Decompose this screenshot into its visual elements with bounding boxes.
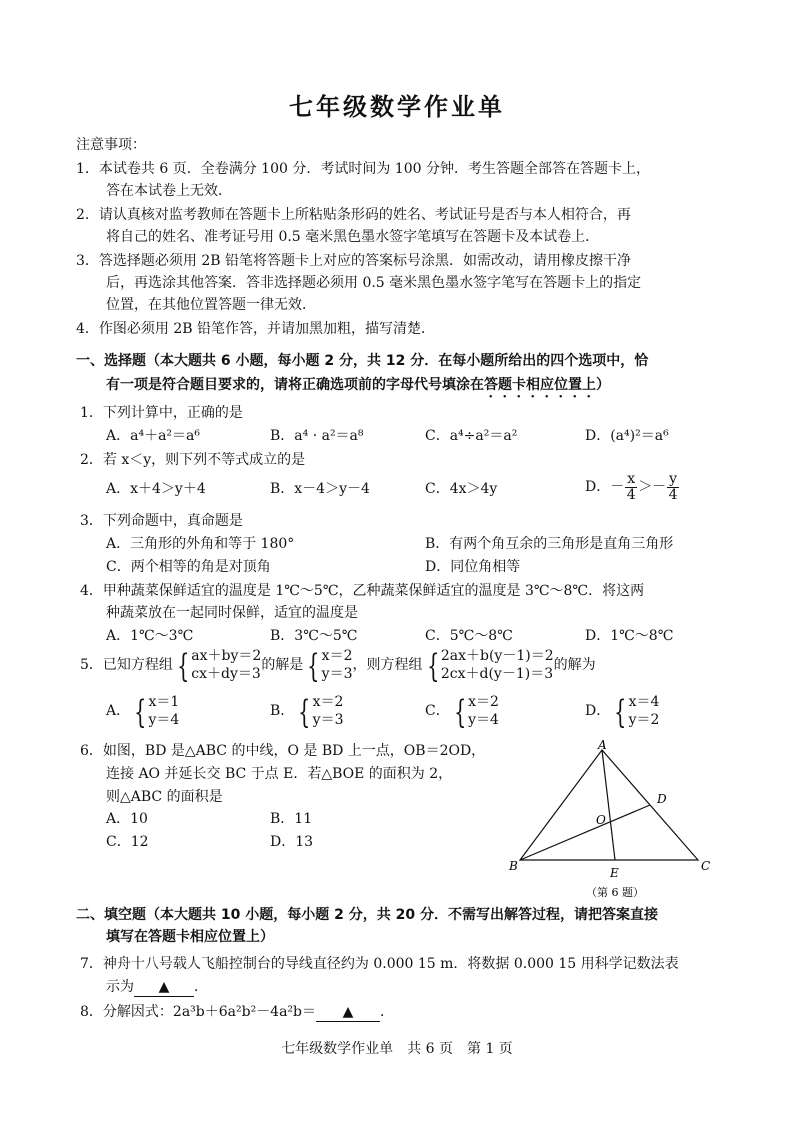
q4-option-a: A．1℃～3℃ bbox=[106, 628, 194, 644]
section1-title-cont: 有一项是符合题目要求的，请将正确选项前的字母代号填涂在答题卡相应位置上） bbox=[106, 377, 610, 393]
q6-option-b: B．11 bbox=[270, 811, 313, 827]
q1-option-b: B．a⁴ · a²＝a⁸ bbox=[270, 428, 364, 444]
q5-system-2: { 2ax＋b(y－1)＝2 2cx＋d(y－1)＝3 bbox=[426, 646, 554, 685]
q3-stem: 3．下列命题中，真命题是 bbox=[80, 513, 243, 529]
q7-stem-cont: 示为 ▲ ． bbox=[106, 978, 208, 997]
q1-option-d: D．(a⁴)²＝a⁶ bbox=[585, 428, 669, 444]
q2-option-c: C．4x＞4y bbox=[425, 481, 498, 497]
q3-option-d: D．同位角相等 bbox=[425, 559, 521, 575]
q6-stem: 6．如图，BD 是△ABC 的中线，O 是 BD 上一点，OB＝2OD， bbox=[80, 743, 486, 759]
q2-option-d: D．－ $\frac{x}{4}$ ＞－ $\frac{y}{4}$ bbox=[585, 471, 678, 503]
q5-option-d: D． { x＝4 y＝2 bbox=[585, 692, 660, 731]
page-title: 七年级数学作业单 bbox=[289, 93, 505, 121]
label-c: C bbox=[701, 859, 711, 873]
section1-title: 一、选择题（本大题共 6 小题，每小题 2 分，共 12 分．在每小题所给出的四个选项中，恰 bbox=[76, 353, 649, 369]
q5-system-1: { ax＋by＝2 cx＋dy＝3 bbox=[176, 646, 262, 685]
q1-stem: 1．下列计算中，正确的是 bbox=[80, 405, 243, 421]
label-o: O bbox=[596, 813, 606, 827]
notice-item-4: 4．作图必须用 2B 铅笔作答，并请加黑加粗，描写清楚． bbox=[76, 321, 436, 337]
q5-solution-1: { x＝2 y＝3 bbox=[307, 646, 353, 685]
q7-stem: 7．神舟十八号载人飞船控制台的导线直径约为 0.000 15 m．将数据 0.000 15 用科学记数法表 bbox=[80, 956, 679, 972]
q8-answer-blank: ▲ bbox=[316, 1003, 380, 1022]
notice-item-3-cont: 后，再选涂其他答案．答非选择题必须用 0.5 毫米黑色墨水签字笔写在答题卡上的指定 bbox=[106, 275, 642, 291]
q6-figure bbox=[500, 740, 720, 900]
label-e: E bbox=[610, 866, 619, 880]
q6-option-d: D．13 bbox=[270, 834, 314, 850]
notice-item-1-cont: 答在本试卷上无效． bbox=[106, 183, 232, 199]
q2-option-b: B．x－4＞y－4 bbox=[270, 481, 370, 497]
q6-option-a: A．10 bbox=[106, 811, 148, 827]
q5-option-b: B． { x＝2 y＝3 bbox=[270, 692, 344, 731]
q7-answer-blank: ▲ bbox=[134, 978, 194, 997]
label-b: B bbox=[509, 859, 518, 873]
figure-caption: （第 6 题） bbox=[586, 886, 644, 899]
q1-option-a: A．a⁴＋a²＝a⁶ bbox=[106, 428, 200, 444]
notice-item-3: 3．答选择题必须用 2B 铅笔将答题卡上对应的答案标号涂黑．如需改动，请用橡皮擦干净 bbox=[76, 253, 632, 269]
notice-item-2-cont: 将自己的姓名、准考证号用 0.5 毫米黑色墨水签字笔填写在答题卡及本试卷上． bbox=[106, 229, 600, 245]
label-d: D bbox=[657, 792, 667, 806]
q4-option-b: B．3℃～5℃ bbox=[270, 628, 358, 644]
line-ae bbox=[602, 750, 615, 860]
section2-title-cont: 填写在答题卡相应位置上） bbox=[106, 929, 274, 945]
notice-item-2: 2．请认真核对监考教师在答题卡上所粘贴条形码的姓名、考试证号是否与本人相符合，再 bbox=[76, 207, 631, 223]
section2-title: 二、填空题（本大题共 10 小题，每小题 2 分，共 20 分．不需写出解答过程，请把答案直接 bbox=[76, 907, 658, 923]
notice-heading: 注意事项： bbox=[76, 137, 146, 153]
notice-item-1: 1．本试卷共 6 页．全卷满分 100 分．考试时间为 100 分钟．考生答题全部答在答题卡上， bbox=[76, 161, 650, 177]
q6-stem-cont2: 则△ABC 的面积是 bbox=[106, 789, 223, 805]
q2-option-a: A．x＋4＞y＋4 bbox=[106, 481, 206, 497]
q3-option-c: C．两个相等的角是对顶角 bbox=[106, 559, 271, 575]
q6-option-c: C．12 bbox=[106, 834, 149, 850]
q3-option-b: B．有两个角互余的三角形是直角三角形 bbox=[425, 536, 674, 552]
q2-stem: 2．若 x＜y，则下列不等式成立的是 bbox=[80, 452, 306, 468]
q4-option-c: C．5℃～8℃ bbox=[425, 628, 513, 644]
label-a: A bbox=[598, 740, 607, 752]
q5-option-a: A． { x＝1 y＝4 bbox=[106, 692, 180, 731]
q1-option-c: C．a⁴÷a²＝a² bbox=[425, 428, 518, 444]
q3-option-a: A．三角形的外角和等于 180° bbox=[106, 536, 295, 552]
page-footer: 七年级数学作业单 共 6 页 第 1 页 bbox=[281, 1041, 513, 1057]
q8-stem: 8．分解因式：2a³b＋6a²b²－4a²b＝ ▲ ． bbox=[80, 1003, 394, 1022]
q6-stem-cont: 连接 AO 并延长交 BC 于点 E．若△BOE 的面积为 2， bbox=[106, 766, 453, 782]
q4-stem-cont: 种蔬菜放在一起同时保鲜，适宜的温度是 bbox=[106, 605, 358, 621]
median-bd bbox=[520, 805, 650, 860]
q4-stem: 4．甲种蔬菜保鲜适宜的温度是 1℃～5℃，乙种蔬菜保鲜适宜的温度是 3℃～8℃．将这两 bbox=[80, 583, 645, 599]
notice-item-3-cont2: 位置，在其他位置答题一律无效． bbox=[106, 297, 316, 313]
q5-stem: 5．已知方程组 { ax＋by＝2 cx＋dy＝3 的解是 { x＝2 y＝3 ，则方程组 { 2ax＋b(y－1)＝2 2cx＋d(y－1)＝3 的解为 bbox=[80, 646, 596, 685]
q4-option-d: D．1℃～8℃ bbox=[585, 628, 674, 644]
q5-option-c: C． { x＝2 y＝4 bbox=[425, 692, 499, 731]
